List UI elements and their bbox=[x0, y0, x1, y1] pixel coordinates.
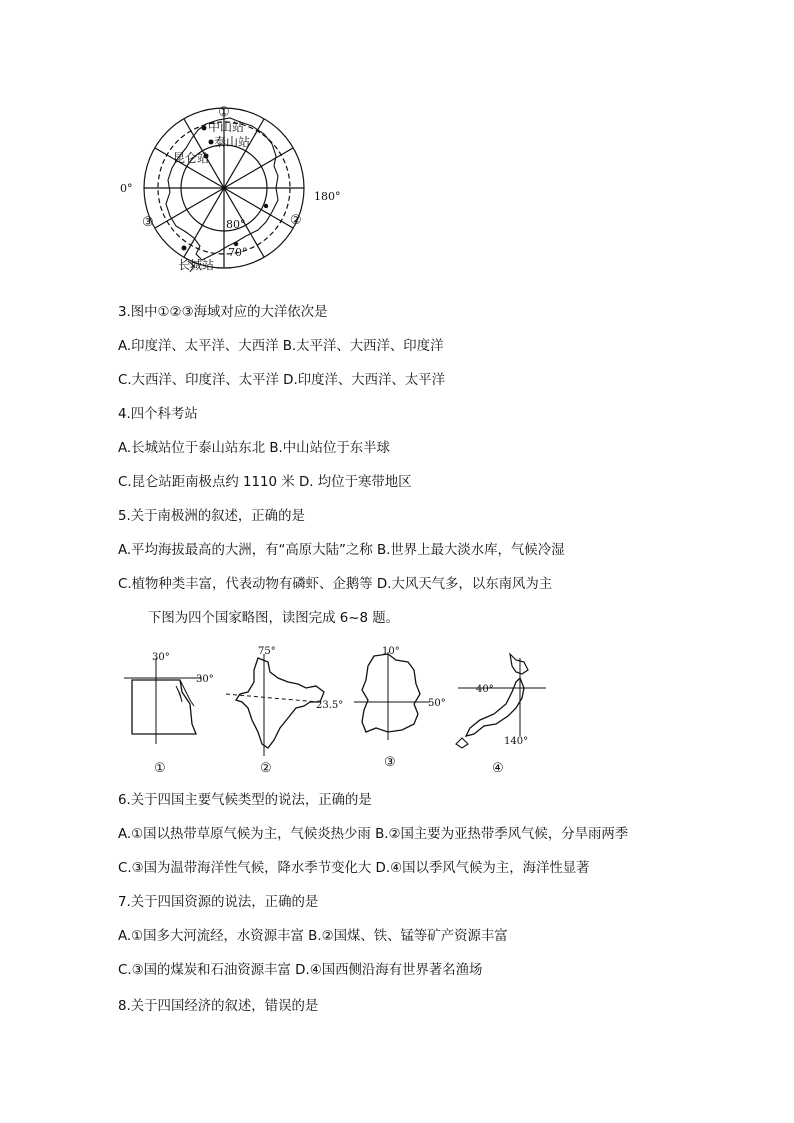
map3-lat-label: 50° bbox=[428, 698, 446, 709]
q4-options-cd: C.昆仑站距南极点约 1110 米 D. 均位于寒带地区 bbox=[118, 475, 412, 490]
q3-options-ab: A.印度洋、太平洋、大西洋 B.太平洋、大西洋、印度洋 bbox=[118, 339, 444, 354]
station-label-kunlun: 昆仑站 bbox=[173, 151, 210, 165]
great-wall-station-dot bbox=[182, 246, 187, 251]
q5-options-cd: C.植物种类丰富，代表动物有磷虾、企鹅等 D.大风天气多，以东南风为主 bbox=[118, 577, 553, 592]
map3-lon-label: 10° bbox=[382, 646, 400, 657]
country-map-4 bbox=[456, 654, 546, 776]
map3-caption: ③ bbox=[384, 755, 396, 770]
station-label-taishan: 泰山站 bbox=[214, 135, 251, 149]
country-map-2 bbox=[226, 646, 343, 776]
country-map-1 bbox=[124, 652, 214, 776]
q4-options-ab: A.长城站位于泰山站东北 B.中山站位于东半球 bbox=[118, 441, 390, 456]
q7-options-ab: A.①国多大河流经，水资源丰富 B.②国煤、铁、锰等矿产资源丰富 bbox=[118, 929, 508, 944]
q6-options-ab: A.①国以热带草原气候为主，气候炎热少雨 B.②国主要为亚热带季风气候，分旱雨两季 bbox=[118, 827, 629, 842]
map2-lon-label: 75° bbox=[258, 646, 276, 657]
q5-stem: 5.关于南极洲的叙述，正确的是 bbox=[118, 509, 305, 524]
station-label-zhongshan: 中山站 bbox=[208, 120, 245, 134]
taishan-station-dot bbox=[209, 140, 214, 145]
map1-lat-label: 30° bbox=[196, 674, 214, 685]
map2-caption: ② bbox=[260, 761, 272, 776]
q4-stem: 4.四个科考站 bbox=[118, 407, 198, 422]
map1-caption: ① bbox=[154, 761, 166, 776]
map4-lat-label: 40° bbox=[476, 684, 494, 695]
q3-stem: 3.图中①②③海域对应的大洋依次是 bbox=[118, 305, 328, 320]
lon-label-180: 180° bbox=[314, 190, 341, 203]
map4-caption: ④ bbox=[492, 761, 504, 776]
station-label-great-wall: 长城站 bbox=[178, 258, 215, 272]
q6-options-cd: C.③国为温带海洋性气候，降水季节变化大 D.④国以季风气候为主，海洋性显著 bbox=[118, 861, 590, 876]
lon-label-0: 0° bbox=[120, 182, 133, 195]
q5-options-ab: A.平均海拔最高的大洲，有“高原大陆”之称 B.世界上最大淡水库，气候冷湿 bbox=[118, 543, 565, 558]
map1-lon-label: 30° bbox=[152, 652, 170, 663]
lat-label-70: 70° bbox=[228, 246, 248, 259]
antarctic-polar-map bbox=[118, 96, 348, 281]
ocean-label-3: ③ bbox=[142, 215, 154, 230]
ocean-label-1: ① bbox=[218, 105, 230, 120]
section-intro: 下图为四个国家略图，读图完成 6~8 题。 bbox=[148, 611, 400, 626]
q3-options-cd: C.大西洋、印度洋、太平洋 D.印度洋、大西洋、太平洋 bbox=[118, 373, 446, 388]
q6-stem: 6.关于四国主要气候类型的说法，正确的是 bbox=[118, 793, 372, 808]
q7-stem: 7.关于四国资源的说法，正确的是 bbox=[118, 895, 319, 910]
country-map-3 bbox=[354, 646, 446, 770]
map4-lon-label: 140° bbox=[504, 736, 529, 747]
map2-lat-label: 23.5° bbox=[316, 700, 344, 711]
country-maps-figure bbox=[118, 644, 558, 778]
q8-stem: 8.关于四国经济的叙述，错误的是 bbox=[118, 999, 319, 1014]
ocean-label-2: ② bbox=[290, 213, 302, 228]
lat-label-80: 80° bbox=[226, 218, 246, 231]
q7-options-cd: C.③国的煤炭和石油资源丰富 D.④国西侧沿海有世界著名渔场 bbox=[118, 963, 483, 978]
zhongshan-station-dot bbox=[202, 126, 207, 131]
